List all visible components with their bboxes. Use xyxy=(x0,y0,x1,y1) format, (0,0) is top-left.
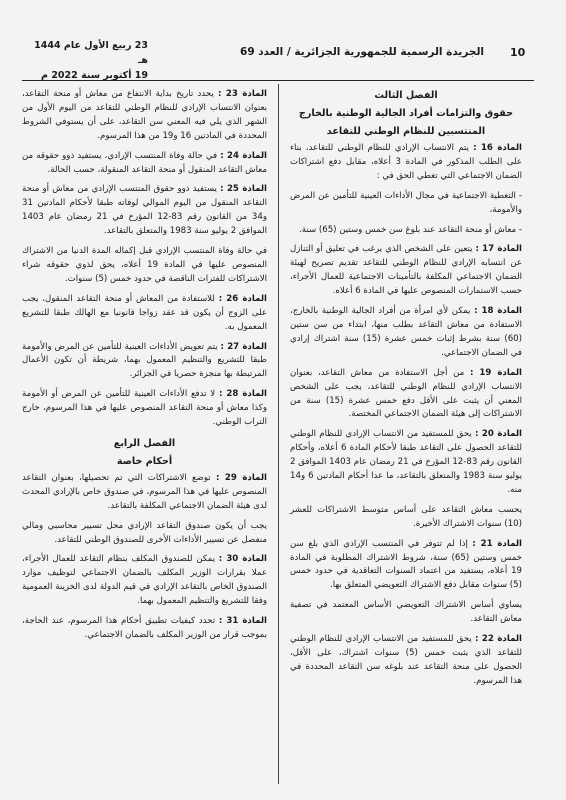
article-paragraph xyxy=(290,633,522,689)
article-number: المادة 20 : xyxy=(475,429,523,440)
article-text: يتم الانتساب الإرادي للنظام الوطني للتقاعد، بناء على الطلب المذكور في المادة 3 أعلاه، مقابل دفع اشتراكات الضمان الاجتماعي التي تغطي الحق في : xyxy=(290,143,523,181)
article-number: المادة 25 : xyxy=(220,184,267,195)
article-text: لا تدفع الأداءات العينية للتأمين عن المرض أو الأمومة وكذا معاش أو منحة التقاعد المنصوص عليها في هذا المرسوم، خارج التراب الوطني. xyxy=(22,389,267,428)
article-text: يحدد تاريخ بداية الانتفاع من معاش أو منحة التقاعد، بعنوان الانتساب الإرادي للنظام الوطني للتقاعد من اليوم الأول من الشهر الذي يلي فيه المعني سن التقاعد، على أن يستوفي الشروط المحددة في المادتين 16 و19 من هذا المرسوم. xyxy=(22,89,267,141)
article-number: المادة 23 : xyxy=(217,89,267,99)
article-text: يتعين على الشخص الذي يرغب في تعليق أو التنازل عن انتسابه الإرادي للنظام الوطني للتقاعد تقديم تصريح لهيئة الضمان الاجتماعي المكلفة بالتأمينات الاجتماعية للعمال الأجراء، حسب الاستمارات المنصوص عليها في المادة 6 أعلاه. xyxy=(290,244,522,297)
article-number: المادة 22 : xyxy=(475,634,523,645)
bullet-item xyxy=(290,190,522,218)
article-text: يتم تعويض الأداءات العينية للتأمين عن المرض والأمومة طبقا للتشريع والتنظيم المعمول بهما، شريطة أن تكون الأعمال المرتبطة بها منجزة حصريا في الجزائر. xyxy=(22,341,267,380)
article-number: المادة 27 : xyxy=(220,341,267,352)
article-paragraph xyxy=(22,615,267,643)
article-text: يمكن للصندوق المكلف بنظام التقاعد للعمال الأجراء، عملا بقرارات الوزير المكلف بالضمان الاجتماعي لتوظيف موارد الصندوق الخاص بالتقاعد الإرادي في قيم الدولة لدى الخزينة العمومية وفقا للتشريع والتنظيم المعمول بهما. xyxy=(22,554,267,607)
article-number: المادة 24 : xyxy=(220,150,267,161)
article-paragraph xyxy=(290,243,522,299)
article-paragraph xyxy=(22,245,267,287)
article-number: المادة 30 : xyxy=(218,554,267,565)
header-divider xyxy=(22,80,534,81)
article-text: يحق للمستفيد من الانتساب الإرادي للنظام الوطني للتقاعد الذي يثبت خمس (5) سنوات اشتراك، على الأقل، الحصول على منحة التقاعد عند بلوغه سن التقاعد المحددة في هذا المرسوم. xyxy=(290,634,522,686)
article-paragraph xyxy=(290,599,522,627)
article-text: توضع الاشتراكات التي تم تحصيلها، بعنوان التقاعد المنصوص عليها في هذا المرسوم، في صندوق خاص بالإرادي المحدث لدى هيئة الضمان الاجتماعي المكلفة بالتقاعد. xyxy=(22,472,267,511)
article-paragraph xyxy=(22,150,267,178)
page-header xyxy=(22,36,534,81)
article-text: للاستفادة من المعاش أو منحة التقاعد المنقول، يجب على الزوج أن يكون قد عقد زواجا قانونيا مع الهالك طبقا للتشريع المعمول به. xyxy=(22,293,267,332)
article-text: يحسب معاش التقاعد على أساس متوسط الاشتراكات للعشر (10) سنوات الاشتراك الأخيرة. xyxy=(290,504,522,529)
article-paragraph xyxy=(22,293,267,335)
bullet-item xyxy=(290,224,522,238)
article-text: إذا لم تتوفر في المنتسب الإرادي الذي بلغ سن خمس وستين (65) سنة، شروط الاشتراك المطلوبة في المادة 19 أعلاه، يستفيد من اعتماد السنوات التعاقدية في حدود خمس (5) سنوات مقابل دفع الاشتراك التعويضي المتعلق بها. xyxy=(290,538,522,591)
article-paragraph xyxy=(290,504,522,532)
article-text: يستفيد ذوو حقوق المنتسب الإرادي من معاش أو منحة التقاعد المنقول من اليوم الموالي لوفاته طبقا لأحكام المادتين 31 و34 من القانون رقم 83-12 المؤرخ في 21 رمضان عام 1403 الموافق 2 يوليو سنة 1983 والمتعلق بالتقاعد. xyxy=(22,184,267,237)
article-text: - معاش أو منحة التقاعد عند بلوغ سن خمس وستين (65) سنة. xyxy=(299,224,522,235)
article-paragraph xyxy=(22,341,267,383)
section-heading: الفصل الرابع xyxy=(113,437,176,449)
article-paragraph xyxy=(290,142,522,184)
page-number: 10 xyxy=(510,46,526,59)
article-text: يجب أن يكون صندوق التقاعد الإرادي محل تسيير محاسبي ومالي منفصل عن تسيير الأداءات الأخرى للصندوق الوطني للتقاعد. xyxy=(22,520,267,545)
article-paragraph xyxy=(290,538,522,594)
article-paragraph xyxy=(22,472,267,514)
article-text: في حالة وفاة المنتسب الإرادي، يستفيد ذوو حقوقه من معاش التقاعد المنقول أو منحة التقاعد المنقولة، حسب الحالة. xyxy=(22,150,267,175)
article-text: يمكن لأي امرأة من أفراد الجالية الوطنية بالخارج، الاستفادة من معاش التقاعد بطلب منها، ابتداء من سن ستين (60) سنة بشرط إثبات خمس عشرة (15) سنة اشتراك إرادي في الضمان الاجتماعي. xyxy=(290,306,522,358)
article-text: يحق للمستفيد من الانتساب الإرادي للنظام الوطني للتقاعد الحصول على التقاعد طبقا لأحكام المادة 6 أعلاه، وأحكام القانون رقم 83-12 المؤرخ في 21 رمضان عام 1403 الموافق 2 يوليو سنة 1983 والمتعلق بالتقاعد، ما عدا أحكام المادتين 6 و14 منه. xyxy=(290,429,522,495)
date-gregorian: 19 أكتوبر سنة 2022 م xyxy=(41,70,148,81)
article-paragraph xyxy=(290,367,522,423)
journal-title: الجريدة الرسمية للجمهورية الجزائرية / العدد 69 xyxy=(240,46,484,58)
article-number: المادة 28 : xyxy=(218,389,267,400)
date-hijri: 23 ربيع الأول عام 1444 هـ xyxy=(34,40,148,66)
article-paragraph xyxy=(22,388,267,430)
article-text: تحدد كيفيات تطبيق أحكام هذا المرسوم، عند الحاجة، بموجب قرار من الوزير المكلف بالضمان الاجتماعي. xyxy=(22,616,267,640)
article-number: المادة 18 : xyxy=(474,306,523,317)
article-number: المادة 21 : xyxy=(472,538,522,549)
article-paragraph xyxy=(22,88,267,144)
article-paragraph xyxy=(22,183,267,239)
left-column xyxy=(22,88,267,649)
article-number: المادة 19 : xyxy=(469,367,522,378)
article-number: المادة 17 : xyxy=(475,244,522,255)
section-heading: الفصل الثالث xyxy=(374,90,438,101)
right-column xyxy=(290,88,522,695)
article-text: يساوي أساس الاشتراك التعويضي الأساس المعتمد في تصفية معاش التقاعد. xyxy=(290,600,522,625)
article-paragraph xyxy=(290,428,522,498)
article-paragraph xyxy=(22,520,267,548)
section-heading: أحكام خاصة xyxy=(116,455,173,467)
article-number: المادة 16 : xyxy=(473,143,522,153)
article-number: المادة 29 : xyxy=(215,472,267,483)
section-heading: حقوق والتزامات أفراد الجالية الوطنية بالخارج xyxy=(298,108,514,119)
article-text: في حالة وفاة المنتسب الإرادي قبل إكماله المدة الدنيا من الاشتراك المنصوص عليها في المادة 19 أعلاه، يحق لذوي حقوقه شراء الاشتراكات للفترات الناقصة في حدود خمس (5) سنوات. xyxy=(22,246,267,284)
issue-date xyxy=(28,38,148,83)
article-text: - التغطية الاجتماعية في مجال الأداءات العينية للتأمين عن المرض والأمومة، xyxy=(290,190,522,215)
article-number: المادة 31 : xyxy=(218,616,267,627)
column-divider xyxy=(278,84,279,784)
section-heading: المنتسبين للنظام الوطني للتقاعد xyxy=(326,126,486,137)
article-paragraph xyxy=(290,305,522,361)
article-paragraph xyxy=(22,553,267,609)
article-text: من أجل الاستفادة من معاش التقاعد، بعنوان الانتساب الإرادي للنظام الوطني للتقاعد، يجب على الشخص المعني أن يثبت على الأقل دفع خمس عشرة (15) سنة من الاشتراكات إلى هيئة الضمان الاجتماعي المختصة. xyxy=(290,367,522,420)
article-number: المادة 26 : xyxy=(218,293,268,304)
